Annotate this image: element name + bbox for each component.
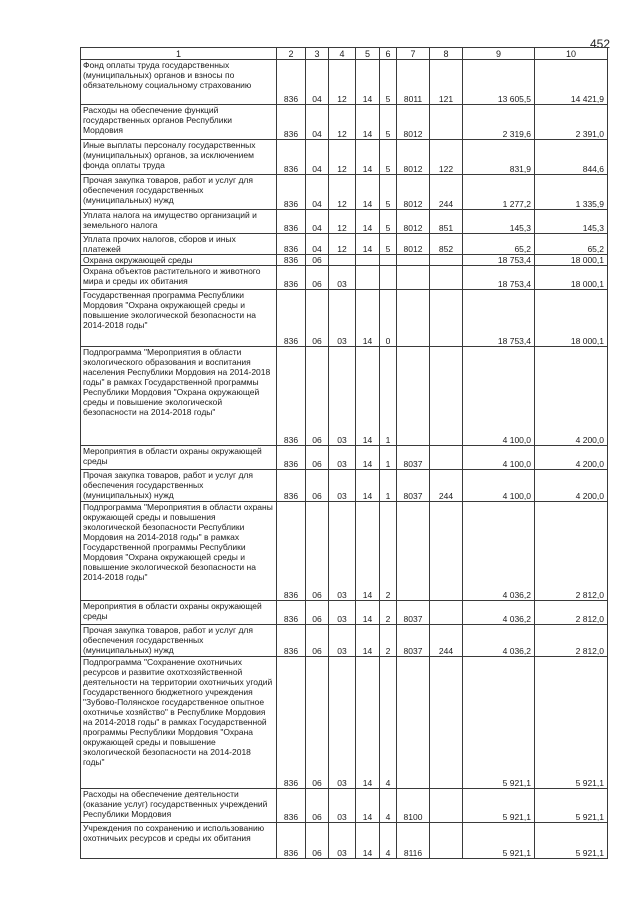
subprogram-cell: 1 [380, 446, 397, 470]
section-cell: 06 [306, 446, 329, 470]
sum-year-1-cell: 4 100,0 [463, 470, 535, 502]
subsection-cell: 03 [329, 657, 356, 789]
program-cell: 14 [356, 789, 380, 823]
expense-type-cell: 244 [430, 175, 463, 210]
header-cell: 5 [356, 48, 380, 60]
section-cell: 06 [306, 823, 329, 859]
row-name-cell: Подпрограмма "Мероприятия в области охраны окружающей среды и повышения экологической безопасности Республики Мордовия на 2014-2018 годы" в рамках Государственной программы Республики Мордовия "Охрана окружающей среды и повышение экологической безопасности на 2014-2018 годы" [81, 502, 277, 601]
subprogram-cell [380, 266, 397, 290]
subsection-cell: 03 [329, 823, 356, 859]
sum-year-2-cell: 5 921,1 [535, 657, 608, 789]
table-row [81, 210, 608, 234]
sum-year-2-cell: 1 335,9 [535, 175, 608, 210]
subsection-cell: 03 [329, 625, 356, 657]
section-cell: 04 [306, 140, 329, 175]
program-cell: 14 [356, 601, 380, 625]
subsection-cell: 03 [329, 446, 356, 470]
row-name-cell: Охрана объектов растительного и животного мира и среды их обитания [81, 266, 277, 290]
subsection-cell: 03 [329, 601, 356, 625]
admin-code-cell: 836 [277, 175, 306, 210]
row-name-cell: Прочая закупка товаров, работ и услуг для обеспечения государственных (муниципальных) нужд [81, 625, 277, 657]
subprogram-cell: 2 [380, 601, 397, 625]
direction-cell: 8011 [397, 60, 430, 105]
table-row [81, 789, 608, 823]
table-row [81, 105, 608, 140]
sum-year-1-cell: 13 605,5 [463, 60, 535, 105]
expense-type-cell: 852 [430, 234, 463, 255]
sum-year-1-cell: 18 753,4 [463, 290, 535, 347]
expense-type-cell [430, 657, 463, 789]
direction-cell [397, 347, 430, 446]
header-cell: 8 [430, 48, 463, 60]
section-cell: 04 [306, 234, 329, 255]
expense-type-cell: 122 [430, 140, 463, 175]
admin-code-cell: 836 [277, 210, 306, 234]
sum-year-1-cell: 18 753,4 [463, 266, 535, 290]
subsection-cell: 12 [329, 140, 356, 175]
sum-year-2-cell: 2 812,0 [535, 502, 608, 601]
section-cell: 06 [306, 789, 329, 823]
sum-year-2-cell: 4 200,0 [535, 446, 608, 470]
sum-year-1-cell: 65,2 [463, 234, 535, 255]
sum-year-1-cell: 4 036,2 [463, 601, 535, 625]
admin-code-cell: 836 [277, 255, 306, 266]
section-cell: 06 [306, 266, 329, 290]
section-cell: 06 [306, 657, 329, 789]
sum-year-2-cell: 5 921,1 [535, 823, 608, 859]
subprogram-cell: 4 [380, 789, 397, 823]
header-cell: 6 [380, 48, 397, 60]
sum-year-2-cell: 145,3 [535, 210, 608, 234]
subsection-cell: 12 [329, 234, 356, 255]
sum-year-2-cell: 2 812,0 [535, 601, 608, 625]
direction-cell [397, 255, 430, 266]
program-cell: 14 [356, 140, 380, 175]
subsection-cell: 12 [329, 105, 356, 140]
section-cell: 06 [306, 502, 329, 601]
sum-year-1-cell: 5 921,1 [463, 657, 535, 789]
subsection-cell: 03 [329, 347, 356, 446]
row-name-cell: Мероприятия в области охраны окружающей среды [81, 601, 277, 625]
subsection-cell: 03 [329, 470, 356, 502]
admin-code-cell: 836 [277, 823, 306, 859]
direction-cell: 8012 [397, 234, 430, 255]
sum-year-2-cell: 2 812,0 [535, 625, 608, 657]
header-cell: 4 [329, 48, 356, 60]
row-name-cell: Прочая закупка товаров, работ и услуг для обеспечения государственных (муниципальных) нужд [81, 175, 277, 210]
section-cell: 06 [306, 255, 329, 266]
direction-cell: 8037 [397, 625, 430, 657]
section-cell: 06 [306, 601, 329, 625]
sum-year-1-cell: 4 036,2 [463, 625, 535, 657]
sum-year-2-cell: 4 200,0 [535, 470, 608, 502]
table-row [81, 140, 608, 175]
program-cell: 14 [356, 347, 380, 446]
expense-type-cell [430, 446, 463, 470]
table-header-row [81, 48, 608, 60]
sum-year-1-cell: 5 921,1 [463, 823, 535, 859]
admin-code-cell: 836 [277, 266, 306, 290]
expense-type-cell [430, 601, 463, 625]
section-cell: 06 [306, 347, 329, 446]
subsection-cell: 12 [329, 210, 356, 234]
program-cell: 14 [356, 657, 380, 789]
sum-year-1-cell: 18 753,4 [463, 255, 535, 266]
subsection-cell [329, 255, 356, 266]
admin-code-cell: 836 [277, 470, 306, 502]
section-cell: 06 [306, 625, 329, 657]
table-row [81, 823, 608, 859]
table-row [81, 234, 608, 255]
table-row [81, 601, 608, 625]
subprogram-cell: 5 [380, 105, 397, 140]
table-row [81, 266, 608, 290]
program-cell: 14 [356, 823, 380, 859]
section-cell: 04 [306, 60, 329, 105]
section-cell: 04 [306, 210, 329, 234]
table-row [81, 255, 608, 266]
expense-type-cell [430, 266, 463, 290]
subsection-cell: 12 [329, 175, 356, 210]
program-cell: 14 [356, 175, 380, 210]
admin-code-cell: 836 [277, 657, 306, 789]
section-cell: 06 [306, 290, 329, 347]
row-name-cell: Расходы на обеспечение функций государственных органов Республики Мордовия [81, 105, 277, 140]
table-row [81, 347, 608, 446]
header-cell: 3 [306, 48, 329, 60]
header-cell: 1 [81, 48, 277, 60]
sum-year-1-cell: 1 277,2 [463, 175, 535, 210]
program-cell: 14 [356, 502, 380, 601]
budget-table [80, 47, 608, 859]
sum-year-1-cell: 831,9 [463, 140, 535, 175]
program-cell: 14 [356, 210, 380, 234]
sum-year-2-cell: 5 921,1 [535, 789, 608, 823]
subsection-cell: 03 [329, 290, 356, 347]
direction-cell: 8012 [397, 105, 430, 140]
expense-type-cell [430, 347, 463, 446]
subprogram-cell: 2 [380, 502, 397, 601]
row-name-cell: Подпрограмма "Сохранение охотничьих ресурсов и развитие охотхозяйственной деятельности на территории охотничьих угодий Государственного бюджетного учреждения "Зубово-Полянское государственное опытное охотничье хозяйство" в Республике Мордовия на 2014-2018 годы" в рамках Государственной программы Республики Мордовия "Охрана окружающей среды и повышение экологической безопасности на 2014-2018 годы" [81, 657, 277, 789]
expense-type-cell: 244 [430, 470, 463, 502]
row-name-cell: Расходы на обеспечение деятельности (оказание услуг) государственных учреждений Республики Мордовия [81, 789, 277, 823]
subsection-cell: 03 [329, 789, 356, 823]
admin-code-cell: 836 [277, 446, 306, 470]
expense-type-cell: 121 [430, 60, 463, 105]
direction-cell: 8012 [397, 210, 430, 234]
expense-type-cell [430, 789, 463, 823]
subprogram-cell: 4 [380, 823, 397, 859]
sum-year-1-cell: 4 036,2 [463, 502, 535, 601]
direction-cell: 8037 [397, 601, 430, 625]
row-name-cell: Учреждения по сохранению и использованию охотничьих ресурсов и среды их обитания [81, 823, 277, 859]
subprogram-cell: 2 [380, 625, 397, 657]
expense-type-cell [430, 105, 463, 140]
subprogram-cell [380, 255, 397, 266]
admin-code-cell: 836 [277, 789, 306, 823]
table-row [81, 60, 608, 105]
direction-cell [397, 290, 430, 347]
row-name-cell: Фонд оплаты труда государственных (муниципальных) органов и взносы по обязательному социальному страхованию [81, 60, 277, 105]
subsection-cell: 12 [329, 60, 356, 105]
admin-code-cell: 836 [277, 290, 306, 347]
subprogram-cell: 5 [380, 234, 397, 255]
direction-cell: 8012 [397, 140, 430, 175]
program-cell: 14 [356, 625, 380, 657]
expense-type-cell: 244 [430, 625, 463, 657]
admin-code-cell: 836 [277, 234, 306, 255]
sum-year-2-cell: 4 200,0 [535, 347, 608, 446]
expense-type-cell: 851 [430, 210, 463, 234]
table-row [81, 175, 608, 210]
table-row [81, 625, 608, 657]
admin-code-cell: 836 [277, 625, 306, 657]
direction-cell [397, 502, 430, 601]
sum-year-1-cell: 145,3 [463, 210, 535, 234]
expense-type-cell [430, 255, 463, 266]
expense-type-cell [430, 290, 463, 347]
subprogram-cell: 5 [380, 140, 397, 175]
subsection-cell: 03 [329, 266, 356, 290]
subprogram-cell: 0 [380, 290, 397, 347]
direction-cell: 8037 [397, 446, 430, 470]
admin-code-cell: 836 [277, 601, 306, 625]
section-cell: 06 [306, 470, 329, 502]
table-row [81, 502, 608, 601]
subprogram-cell: 1 [380, 347, 397, 446]
row-name-cell: Подпрограмма "Мероприятия в области экологического образования и воспитания населения Республики Мордовия на 2014-2018 годы" в рамках Государственной программы Республики Мордовия "Охрана окружающей среды и повышение экологической безопасности на 2014-2018 годы" [81, 347, 277, 446]
subprogram-cell: 5 [380, 210, 397, 234]
row-name-cell: Прочая закупка товаров, работ и услуг для обеспечения государственных (муниципальных) нужд [81, 470, 277, 502]
admin-code-cell: 836 [277, 60, 306, 105]
sum-year-2-cell: 65,2 [535, 234, 608, 255]
row-name-cell: Охрана окружающей среды [81, 255, 277, 266]
sum-year-1-cell: 2 319,6 [463, 105, 535, 140]
program-cell [356, 255, 380, 266]
subprogram-cell: 5 [380, 175, 397, 210]
subprogram-cell: 5 [380, 60, 397, 105]
row-name-cell: Уплата налога на имущество организаций и земельного налога [81, 210, 277, 234]
direction-cell [397, 657, 430, 789]
section-cell: 04 [306, 105, 329, 140]
subprogram-cell: 1 [380, 470, 397, 502]
sum-year-2-cell: 844,6 [535, 140, 608, 175]
expense-type-cell [430, 502, 463, 601]
program-cell: 14 [356, 470, 380, 502]
sum-year-2-cell: 18 000,1 [535, 290, 608, 347]
program-cell: 14 [356, 60, 380, 105]
table-row [81, 446, 608, 470]
row-name-cell: Иные выплаты персоналу государственных (муниципальных) органов, за исключением фонда оплаты труда [81, 140, 277, 175]
expense-type-cell [430, 823, 463, 859]
section-cell: 04 [306, 175, 329, 210]
page-number: 452 [590, 37, 611, 51]
header-cell: 10 [535, 48, 608, 60]
row-name-cell: Государственная программа Республики Мордовия "Охрана окружающей среды и повышение экологической безопасности на 2014-2018 годы" [81, 290, 277, 347]
direction-cell: 8037 [397, 470, 430, 502]
table-row [81, 290, 608, 347]
admin-code-cell: 836 [277, 105, 306, 140]
table-row [81, 470, 608, 502]
sum-year-2-cell: 2 391,0 [535, 105, 608, 140]
direction-cell [397, 266, 430, 290]
sum-year-2-cell: 14 421,9 [535, 60, 608, 105]
direction-cell: 8116 [397, 823, 430, 859]
subsection-cell: 03 [329, 502, 356, 601]
header-cell: 7 [397, 48, 430, 60]
subprogram-cell: 4 [380, 657, 397, 789]
sum-year-1-cell: 5 921,1 [463, 789, 535, 823]
table-row [81, 657, 608, 789]
program-cell: 14 [356, 446, 380, 470]
table-body [81, 48, 608, 859]
program-cell: 14 [356, 290, 380, 347]
program-cell [356, 266, 380, 290]
direction-cell: 8012 [397, 175, 430, 210]
header-cell: 9 [463, 48, 535, 60]
header-cell: 2 [277, 48, 306, 60]
row-name-cell: Уплата прочих налогов, сборов и иных платежей [81, 234, 277, 255]
sum-year-1-cell: 4 100,0 [463, 446, 535, 470]
admin-code-cell: 836 [277, 140, 306, 175]
sum-year-1-cell: 4 100,0 [463, 347, 535, 446]
sum-year-2-cell: 18 000,1 [535, 255, 608, 266]
row-name-cell: Мероприятия в области охраны окружающей среды [81, 446, 277, 470]
admin-code-cell: 836 [277, 347, 306, 446]
direction-cell: 8100 [397, 789, 430, 823]
program-cell: 14 [356, 234, 380, 255]
admin-code-cell: 836 [277, 502, 306, 601]
sum-year-2-cell: 18 000,1 [535, 266, 608, 290]
program-cell: 14 [356, 105, 380, 140]
